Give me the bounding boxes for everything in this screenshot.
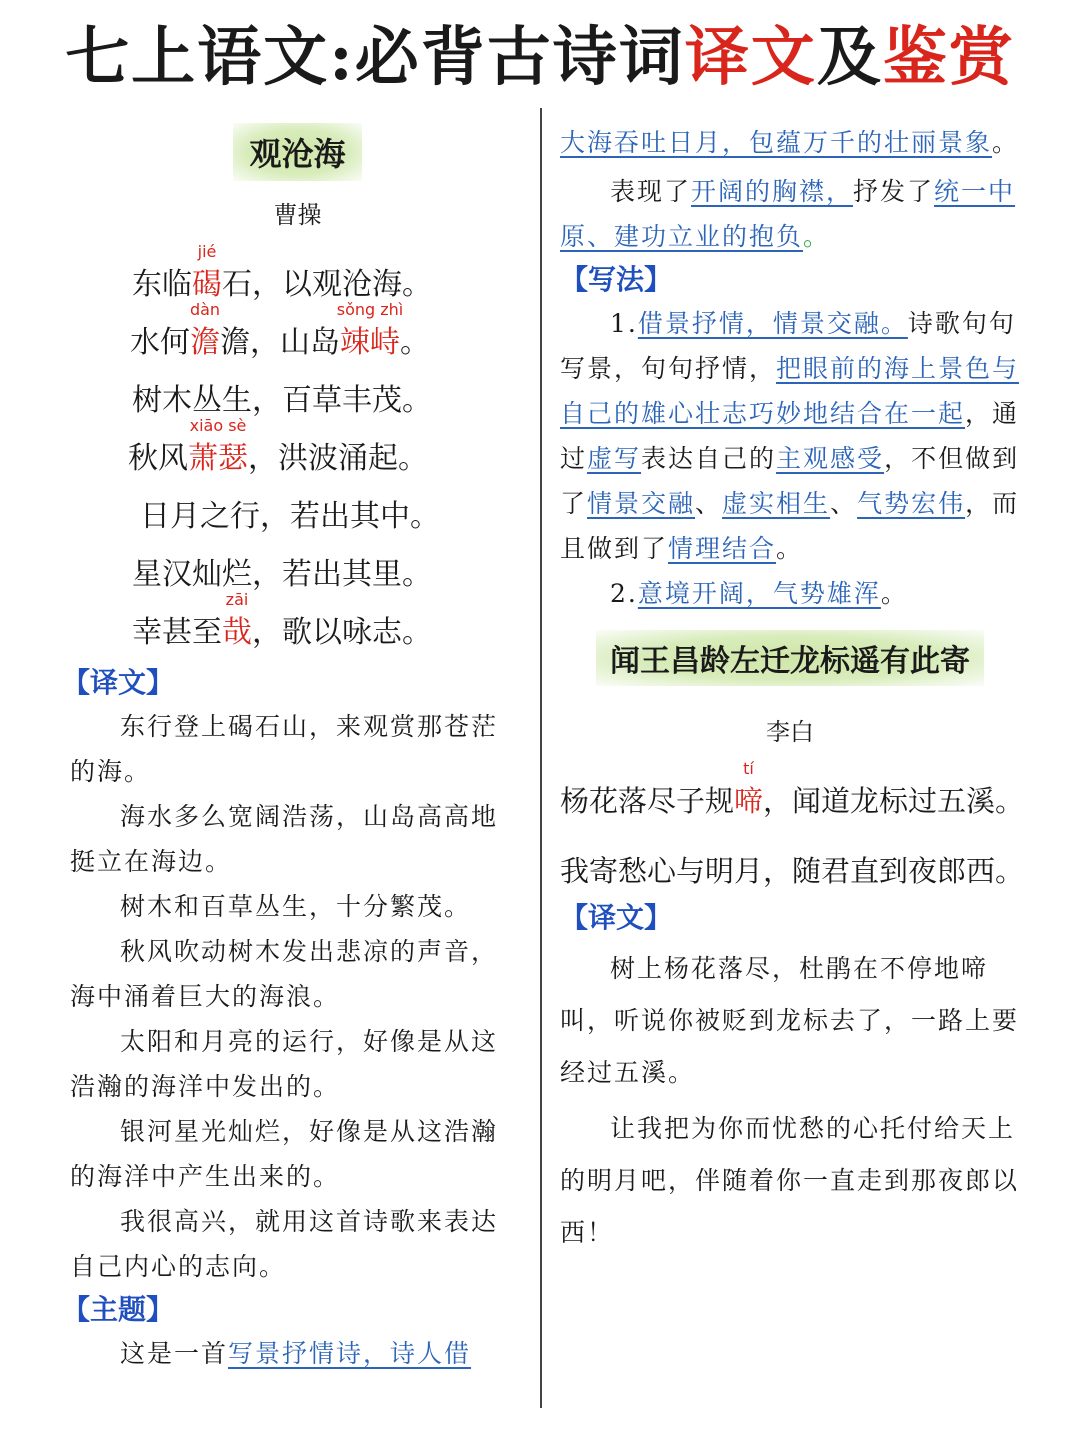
translation-paragraph: 树上杨花落尽，杜鹃在不停地啼叫，听说你被贬到龙标去了，一路上要经过五溪。: [560, 954, 1020, 1087]
title-main: 七上语文:必背古诗词: [65, 20, 685, 95]
section-label-yiwen: 【译文】: [62, 666, 175, 699]
title-mid: 及: [816, 20, 883, 95]
underlined: 气势宏伟: [857, 489, 966, 518]
underlined: 开阔的胸襟，: [691, 177, 854, 206]
translation-paragraph: 东行登上碣石山，来观赏那苍茫的海。: [70, 712, 499, 786]
column-divider: [540, 108, 542, 1408]
underlined: 借景抒情，情景交融。: [637, 309, 908, 338]
poem2-title-wrap: [560, 630, 1020, 686]
pinyin: zāi: [225, 590, 249, 609]
theme-expression: [560, 169, 1020, 259]
poem-text: 杨花落尽子规: [560, 784, 735, 818]
translation-paragraph: 树木和百草丛生，十分繁茂。: [120, 892, 472, 921]
item-number: 2.: [610, 579, 638, 608]
poem-text: 星汉灿烂，若出其里。: [132, 557, 432, 592]
highlight-text: 萧瑟: [188, 441, 248, 476]
page-title: [0, 18, 1080, 98]
technique-1: [560, 301, 1020, 571]
underlined: 情理结合: [668, 534, 777, 563]
theme-paragraph: [70, 1331, 520, 1376]
translation-block: [70, 704, 520, 1289]
pinyin: dàn: [189, 300, 221, 319]
poem-title: 观沧海: [233, 123, 361, 181]
poem-text: ，歌以咏志。: [252, 615, 432, 650]
pinyin: tí: [743, 759, 754, 778]
poem-line: [132, 590, 520, 662]
poem-text: 日月之行，若出其中。: [140, 499, 440, 534]
highlight-text: 啼: [734, 784, 764, 818]
highlighted-char: [734, 759, 764, 818]
poem-text: 秋风: [128, 441, 188, 476]
translation-paragraph: 让我把为你而忧愁的心托付给天上的明月吧，伴随着你一直走到那夜郎以西！: [560, 1114, 1020, 1247]
underlined: 把眼前的海上景色与自己的雄心壮志巧妙地结合在一起: [560, 354, 1020, 428]
poem-body: [70, 242, 520, 662]
poem2-line: 我寄愁心与明月，随君直到夜郎西。: [560, 854, 1025, 888]
section-label-zhuti: 【主题】: [62, 1293, 175, 1326]
poem-text: 东临: [132, 267, 192, 302]
poem-line: [128, 416, 520, 488]
poem-text: 。: [400, 325, 430, 360]
pinyin: sǒng zhì: [336, 300, 404, 319]
poem-text: 石，以观沧海。: [222, 267, 432, 302]
theme-underlined: 写景抒情诗，诗人借: [228, 1339, 472, 1368]
poem2-line: [560, 759, 1025, 821]
poem-line: [132, 546, 520, 604]
section-label-xiefa: 【写法】: [560, 263, 673, 296]
highlighted-char: [189, 300, 221, 360]
punct: 。: [992, 128, 1020, 157]
highlighted-char: [336, 300, 404, 360]
poem-text: 树木丛生，百草丰茂。: [132, 383, 432, 418]
text: 表现了: [610, 177, 692, 206]
translation-paragraph: 海水多么宽阔浩荡，山岛高高地挺立在海边。: [70, 802, 499, 876]
highlighted-char: [222, 590, 252, 650]
highlighted-char: [192, 242, 222, 302]
poem-text: 水何: [130, 325, 190, 360]
text: 诗歌句句写景，句句抒情，: [560, 309, 1016, 383]
right-column: [560, 120, 1025, 1259]
highlighted-char: [188, 416, 248, 476]
text: 表达自己的: [641, 444, 777, 473]
poem-line: [130, 300, 520, 372]
text: 、: [830, 489, 858, 518]
poem-line: [140, 488, 520, 546]
translation-paragraph: 秋风吹动树木发出悲凉的声音，海中涌着巨大的海浪。: [70, 937, 499, 1011]
text: ，而且做到了: [560, 489, 1020, 563]
theme-text: 这是一首: [120, 1339, 229, 1368]
underlined: 意境开阔，气势雄浑: [637, 579, 881, 608]
translation-paragraph: 我很高兴，就用这首诗歌来表达自己内心的志向。: [70, 1207, 499, 1281]
underlined: 虚写: [587, 444, 642, 473]
poem-text: 澹，山岛: [220, 325, 340, 360]
highlight-text: 竦峙: [340, 325, 400, 360]
text: 。: [776, 534, 804, 563]
underlined: 统一中原、建功立业的抱负: [560, 177, 1016, 251]
underlined: 情景交融: [587, 489, 696, 518]
text: 。: [880, 579, 908, 608]
poem-author: 曹操: [273, 201, 322, 229]
text: 、: [695, 489, 723, 518]
poem2-author: 李白: [766, 718, 814, 746]
technique-2: [560, 571, 1020, 616]
text: 抒发了: [853, 177, 935, 206]
poem-text: ，洪波涌起。: [248, 441, 428, 476]
theme-underlined: 大海吞吐日月，包蕴万千的壮丽景象: [560, 128, 993, 157]
pinyin: xiāo sè: [189, 416, 247, 435]
title-red-1: 译文: [684, 20, 817, 95]
poem-text: 幸甚至: [132, 615, 222, 650]
text: ，通过: [560, 399, 1020, 473]
poem2-title: 闻王昌龄左迁龙标遥有此寄: [596, 630, 984, 686]
highlight-text: 澹: [190, 325, 220, 360]
theme-continued: [560, 120, 1020, 165]
translation-paragraph: 太阳和月亮的运行，好像是从这浩瀚的海洋中发出的。: [70, 1027, 499, 1101]
punct: 。: [803, 222, 831, 251]
translation-paragraph: 银河星光灿烂，好像是从这浩瀚的海洋中产生出来的。: [70, 1117, 499, 1191]
underlined: 虚实相生: [722, 489, 831, 518]
highlight-text: 碣: [192, 267, 222, 302]
pinyin: jié: [197, 242, 217, 261]
text: ，不但做到了: [560, 444, 1020, 518]
underlined: 主观感受: [776, 444, 885, 473]
item-number: 1.: [610, 309, 638, 338]
highlight-text: 哉: [222, 615, 252, 650]
poem-text: ，闻道龙标过五溪。: [763, 784, 1025, 818]
section-label-yiwen-2: 【译文】: [560, 901, 673, 934]
left-column: [62, 115, 520, 1376]
title-red-2: 鉴赏: [882, 20, 1015, 95]
